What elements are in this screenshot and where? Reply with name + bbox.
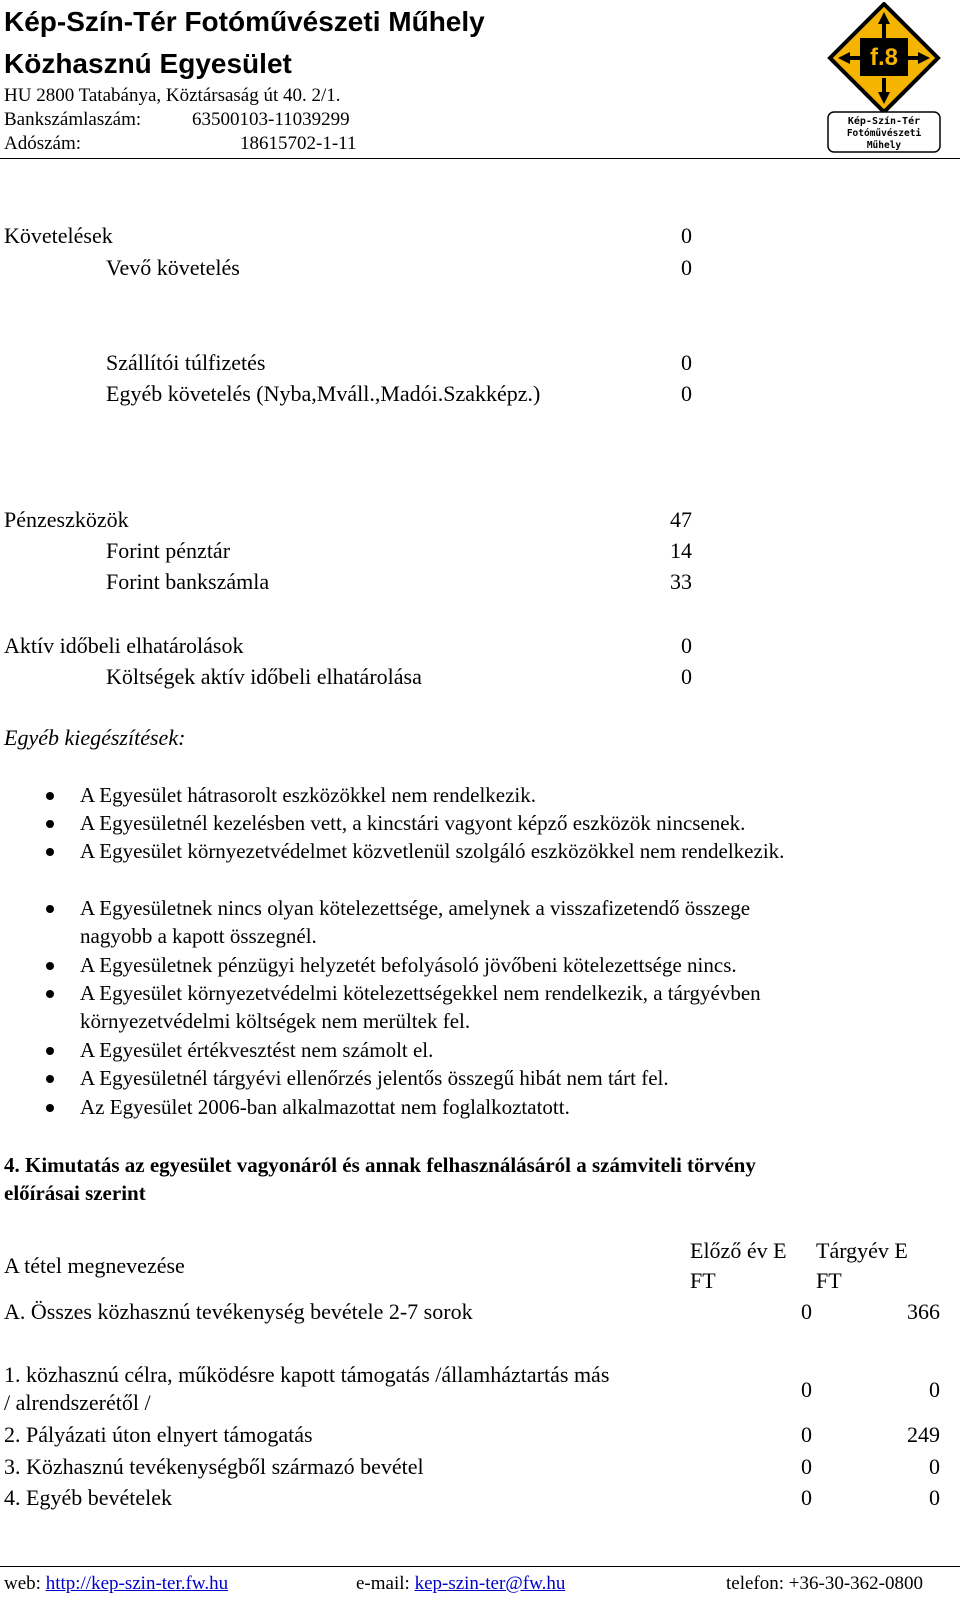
bullet-dot: [46, 962, 54, 970]
table-row-curr: 0: [929, 1377, 940, 1402]
bullet-item: A Egyesület értékvesztést nem számolt el.: [80, 1038, 434, 1062]
logo-caption-2: Fotóművészeti: [846, 128, 922, 139]
f8-diamond-logo-icon: [826, 2, 952, 156]
bullet-dot: [46, 848, 54, 856]
footer-email: [356, 1573, 565, 1595]
header-divider: [0, 158, 960, 159]
footer-web-link[interactable]: http://kep-szin-ter.fw.hu: [45, 1573, 229, 1594]
footer-web-label: web:: [4, 1573, 41, 1594]
petty-cash-value: 14: [670, 538, 692, 563]
bullet-item: A Egyesületnek nincs olyan kötelezettsége, amelynek a visszafizetendő összege: [80, 896, 751, 920]
footer-phone: telefon: +36-30-362-0800: [726, 1573, 923, 1594]
bullet-item: A Egyesületnél tárgyévi ellenőrzés jelentős összegű hibát nem tárt fel.: [80, 1066, 669, 1090]
footer-web: [4, 1573, 228, 1595]
col-header-name: A tétel megnevezése: [4, 1253, 185, 1278]
other-receivable-label: Egyéb követelés (Nyba,Mváll.,Madói.Szakképz.): [106, 381, 541, 406]
org-address: HU 2800 Tatabánya, Köztársaság út 40. 2/1.: [4, 85, 341, 106]
org-name-line2: Közhasznú Egyesület: [4, 48, 292, 79]
other-receivable-value: 0: [681, 381, 692, 406]
footer-email-link[interactable]: kep-szin-ter@fw.hu: [414, 1573, 566, 1594]
cost-accruals-value: 0: [681, 664, 692, 689]
bullet-item: A Egyesületnél kezelésben vett, a kincstári vagyont képző eszközök nincsenek.: [80, 811, 746, 835]
customer-label: Vevő követelés: [106, 255, 240, 280]
receivables-value: 0: [681, 223, 692, 248]
table-row-prev: 0: [801, 1377, 812, 1402]
tax-value: 18615702-1-11: [240, 133, 357, 154]
accruals-label: Aktív időbeli elhatárolások: [4, 633, 244, 658]
accruals-value: 0: [681, 633, 692, 658]
cash-value: 47: [670, 507, 692, 532]
logo-sign-text: f.8: [869, 44, 899, 71]
table-row-curr: 366: [907, 1299, 940, 1324]
table-row-label: 1. közhasznú célra, működésre kapott támogatás /államháztartás más: [4, 1362, 610, 1387]
col-header-prev-1: Előző év E: [690, 1238, 787, 1263]
customer-value: 0: [681, 255, 692, 280]
bank-label: Bankszámlaszám:: [4, 109, 142, 130]
col-header-curr-2: FT: [816, 1268, 842, 1293]
cost-accruals-label: Költségek aktív időbeli elhatárolása: [106, 664, 422, 689]
logo-caption-1: Kép-Szín-Tér: [847, 116, 921, 127]
bullet-dot: [46, 820, 54, 828]
bank-value: 63500103-11039299: [192, 109, 350, 130]
footer-divider: [0, 1566, 960, 1567]
bullet-dot: [46, 792, 54, 800]
table-row-label: 3. Közhasznú tevékenységből származó bevétel: [4, 1454, 424, 1479]
petty-cash-label: Forint pénztár: [106, 538, 231, 563]
cash-label: Pénzeszközök: [4, 507, 129, 532]
bullet-item: A Egyesület környezetvédelmi kötelezettségekkel nem rendelkezik, a tárgyévben: [80, 981, 761, 1005]
section4-title-line1: 4. Kimutatás az egyesület vagyonáról és annak felhasználásáról a számviteli törvény: [4, 1153, 756, 1177]
bullet-dot: [46, 905, 54, 913]
bullet-item-continuation: környezetvédelmi költségek nem merültek fel.: [80, 1009, 471, 1033]
col-header-prev-2: FT: [690, 1268, 716, 1293]
table-row-label-cont: / alrendszerétől /: [4, 1390, 151, 1415]
supplements-heading: Egyéb kiegészítések:: [4, 725, 186, 750]
bullet-dot: [46, 990, 54, 998]
supplier-overpay-label: Szállítói túlfizetés: [106, 350, 266, 375]
col-header-curr-1: Tárgyév E: [816, 1238, 908, 1263]
table-row-curr: 0: [929, 1485, 940, 1510]
table-row-prev: 0: [801, 1454, 812, 1479]
bullet-item: A Egyesület környezetvédelmet közvetlenül szolgáló eszközökkel nem rendelkezik.: [80, 839, 785, 863]
bullet-dot: [46, 1104, 54, 1112]
bullet-dot: [46, 1047, 54, 1055]
bullet-item-continuation: nagyobb a kapott összegnél.: [80, 924, 317, 948]
table-row-prev: 0: [801, 1485, 812, 1510]
logo-caption-3: Műhely: [866, 140, 902, 151]
table-row-curr: 249: [907, 1422, 940, 1447]
bullet-item: A Egyesületnek pénzügyi helyzetét befolyásoló jövőbeni kötelezettsége nincs.: [80, 953, 737, 977]
table-row-label: 4. Egyéb bevételek: [4, 1485, 172, 1510]
table-row-prev: 0: [801, 1299, 812, 1324]
table-row-prev: 0: [801, 1422, 812, 1447]
bank-account-value: 33: [670, 569, 692, 594]
org-name-line1: Kép-Szín-Tér Fotóművészeti Műhely: [4, 6, 485, 37]
section4-title-line2: előírásai szerint: [4, 1181, 146, 1205]
bank-account-label: Forint bankszámla: [106, 569, 270, 594]
supplier-overpay-value: 0: [681, 350, 692, 375]
bullet-item: A Egyesület hátrasorolt eszközökkel nem rendelkezik.: [80, 783, 537, 807]
table-row-label: A. Összes közhasznú tevékenység bevétele 2-7 sorok: [4, 1299, 473, 1324]
tax-label: Adószám:: [4, 133, 82, 154]
footer-email-label: e-mail:: [356, 1573, 410, 1594]
table-row-label: 2. Pályázati úton elnyert támogatás: [4, 1422, 313, 1447]
receivables-label: Követelések: [4, 223, 113, 248]
table-row-curr: 0: [929, 1454, 940, 1479]
bullet-item: Az Egyesület 2006-ban alkalmazottat nem foglalkoztatott.: [80, 1095, 570, 1119]
bullet-dot: [46, 1075, 54, 1083]
